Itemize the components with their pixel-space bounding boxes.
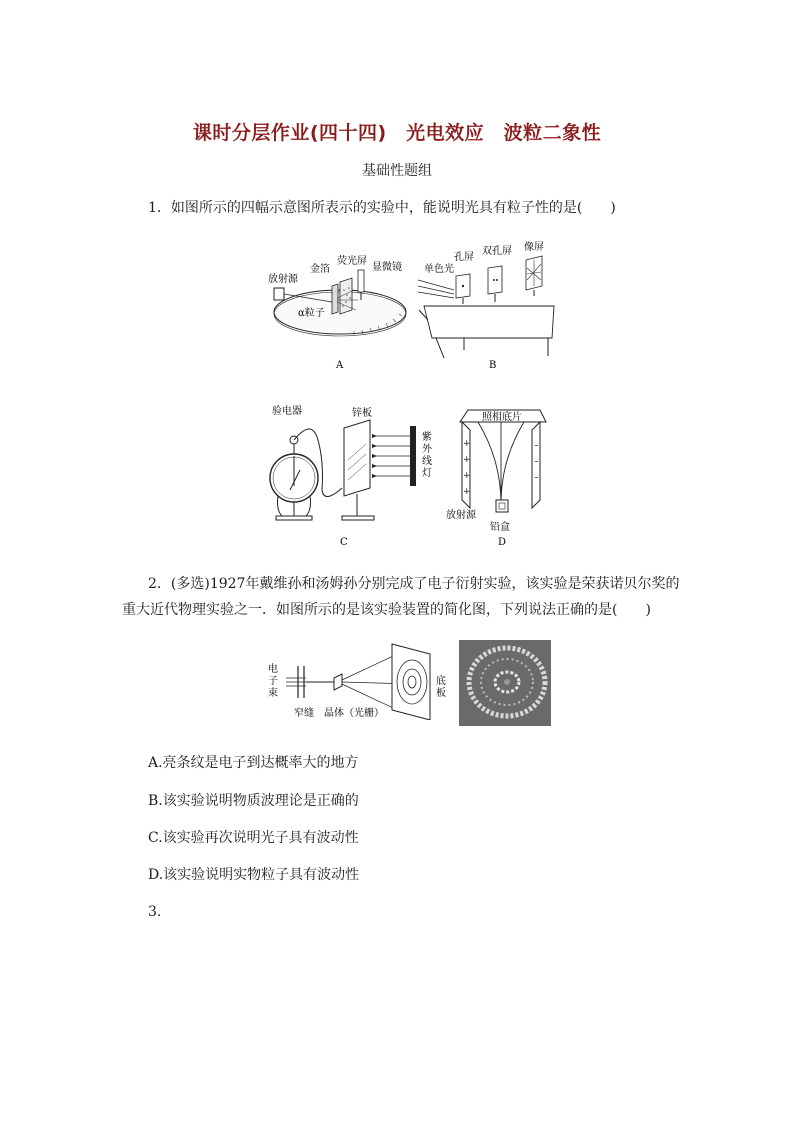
figure-a-alpha-scattering	[262, 250, 412, 375]
figure-b-label: B	[489, 360, 497, 371]
label-plate-1: 底	[436, 676, 446, 687]
label-beam-3: 束	[268, 688, 278, 699]
option-c[interactable]: C.该实验再次说明光子具有波动性	[148, 830, 359, 846]
figure-electron-diffraction	[266, 640, 452, 720]
svg-text:–: –	[534, 473, 539, 483]
svg-text:+: +	[463, 455, 471, 465]
question-2-line-2: 重大近代物理实验之一．如图所示的是该实验装置的简化图，下列说法正确的是( )	[122, 602, 651, 618]
figure-d-radiation	[444, 400, 559, 548]
label-film: 照相底片	[482, 412, 522, 423]
label-slit: 窄缝	[294, 708, 314, 719]
label-microscope: 显微镜	[372, 262, 402, 273]
svg-text:+: +	[463, 471, 471, 481]
figure-d-label: D	[498, 537, 507, 548]
label-uv-4: 灯	[422, 468, 432, 479]
option-a[interactable]: A.亮条纹是电子到达概率大的地方	[148, 755, 359, 771]
label-zinc-plate: 锌板	[352, 408, 372, 419]
label-crystal: 晶体（光栅）	[324, 708, 384, 719]
svg-text:+: +	[463, 487, 471, 497]
option-d[interactable]: D.该实验说明实物粒子具有波动性	[148, 867, 360, 883]
svg-text:+: +	[463, 439, 471, 449]
label-uv-2: 外	[422, 444, 432, 455]
label-monochromatic: 单色光	[424, 264, 454, 275]
svg-text:–: –	[534, 441, 539, 451]
svg-text:–: –	[534, 457, 539, 467]
diffraction-photo-image	[459, 640, 551, 726]
label-plate-2: 板	[436, 688, 446, 699]
label-image-screen: 像屏	[524, 242, 544, 253]
question-1-text: 1．如图所示的四幅示意图所表示的实验中，能说明光具有粒子性的是( )	[148, 200, 616, 216]
label-hole-screen: 孔屏	[454, 252, 474, 263]
label-alpha: α粒子	[298, 308, 325, 319]
label-source-d: 放射源	[446, 510, 476, 521]
section-title: 基础性题组	[362, 163, 432, 179]
label-lead-box: 铅盒	[490, 522, 510, 533]
label-double-hole-screen: 双孔屏	[482, 246, 512, 257]
label-fluorescent-screen: 荧光屏	[337, 256, 367, 267]
question-3-number: 3.	[148, 904, 162, 920]
label-foil: 金箔	[310, 264, 330, 275]
question-2-line-1: 2．(多选)1927年戴维孙和汤姆孙分别完成了电子衍射实验，该实验是荣获诺贝尔奖的	[148, 576, 680, 592]
option-b[interactable]: B.该实验说明物质波理论是正确的	[148, 793, 359, 809]
label-electroscope: 验电器	[272, 406, 302, 417]
figure-b-double-slit	[414, 238, 564, 373]
figure-c-label: C	[340, 537, 348, 548]
label-uv-3: 线	[422, 456, 432, 467]
label-beam-2: 子	[268, 676, 278, 687]
page-title: 课时分层作业(四十四) 光电效应 波粒二象性	[192, 122, 602, 144]
label-uv-1: 紫	[422, 432, 432, 443]
figure-c-photoelectric	[262, 400, 442, 548]
figure-a-label: A	[336, 360, 344, 371]
label-beam-1: 电	[268, 664, 278, 675]
label-source-a: 放射源	[268, 274, 298, 285]
